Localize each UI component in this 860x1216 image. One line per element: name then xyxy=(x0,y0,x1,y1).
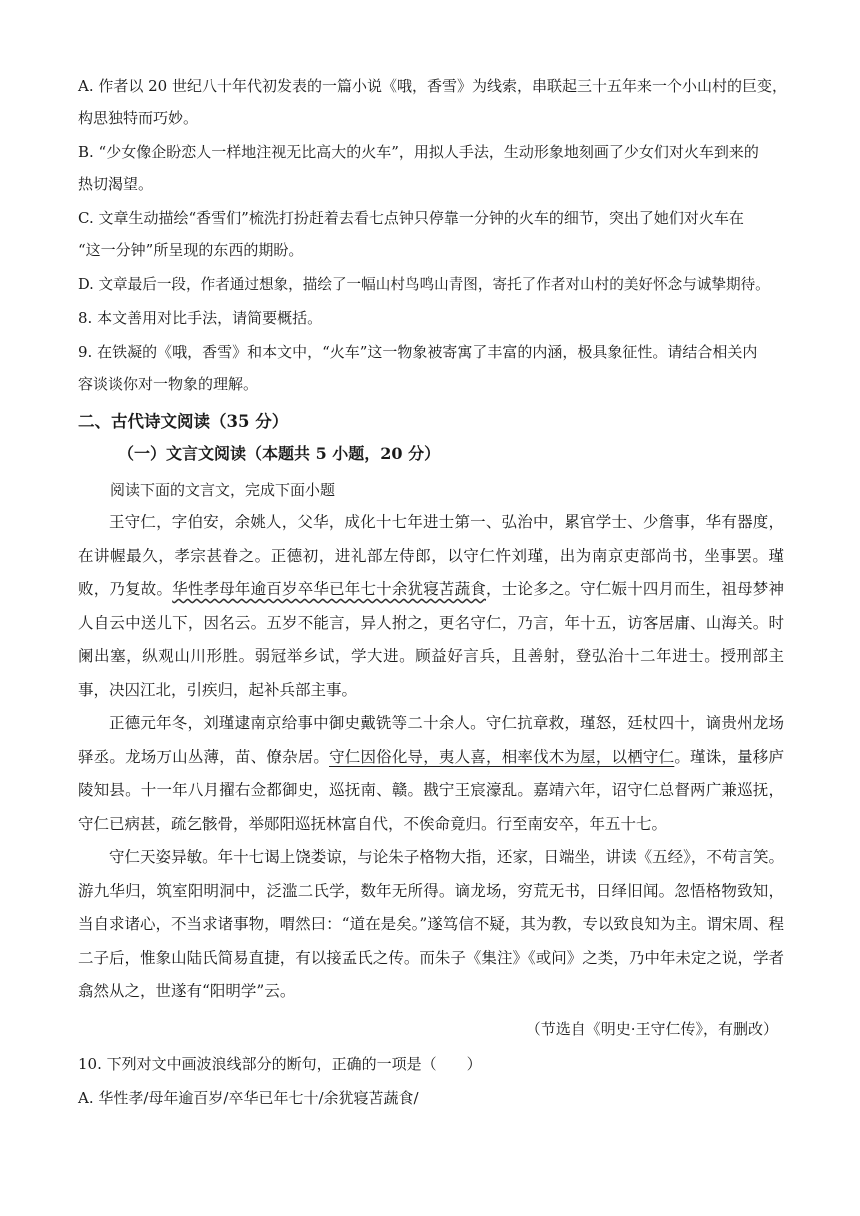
para1-text-before: 王守仁，字伯安，余姚人，父华，成化十七年进士第一、弘治中，累官学士、少詹事，华有器度，在讲幄最久，孝宗甚眷之。正德初，进礼部左侍郎，以守仁忤刘瑾，出为南京吏部尚书，坐事罢。瑾败，乃复故。 xyxy=(78,513,784,598)
question-9 xyxy=(78,336,790,400)
wavy-underlined-sentence: 华性孝母年逾百岁卒华已年七十余犹寝苫蔬食 xyxy=(172,580,486,598)
question-9-line1: 9. 在铁凝的《哦，香雪》和本文中，“火车”这一物象被寄寓了丰富的内涵，极具象征性。请结合相关内 xyxy=(78,343,758,361)
para2-text-after: 。瑾诛，量移庐陵知县。十一年八月擢右佥都御史，巡抚南、赣。戡宁王宸濠乱。嘉靖六年，诏守仁总督两广兼巡抚，守仁已病甚，疏乞骸骨，举郧阳巡抚林富自代，不俟命竟归。行至南安卒，年五十七。 xyxy=(78,747,784,833)
para1-text-after: ，士论多之。守仁娠十四月而生，祖母梦神人自云中送儿下，因名云。五岁不能言，异人拊之，更名守仁，乃言，年十五，访客居庸、山海关。时阑出塞，纵观山川形胜。弱冠举乡试，学大进。顾益好言兵，且善射，登弘治十二年进士。授刑部主事，决囚江北，引疾归，起补兵部主事。 xyxy=(78,580,784,699)
question-9-line2: 容谈谈你对一物象的理解。 xyxy=(78,375,259,393)
option-d xyxy=(78,269,788,301)
option-c xyxy=(78,202,790,266)
option-b-line2: 热切渴望。 xyxy=(78,175,154,193)
option-c-line1: C. 文章生动描绘“香雪们”梳洗打扮赶着去看七点钟只停靠一分钟的火车的细节，突出了她们对火车在 xyxy=(78,209,744,227)
subsection-title: （一）文言文阅读（本题共 5 小题，20 分） xyxy=(118,444,441,463)
source-citation: （节选自《明史·王守仁传》，有删改） xyxy=(525,1020,778,1038)
underlined-sentence: 守仁因俗化导，夷人喜，相率伐木为屋，以栖守仁 xyxy=(329,747,675,766)
option-a-line1: A. 作者以 20 世纪八十年代初发表的一篇小说《哦，香雪》为线索，串联起三十五年来一个小山村的巨变， xyxy=(78,77,787,95)
passage xyxy=(78,506,784,1009)
option-b-line1: B. “少女像企盼恋人一样地注视无比高大的火车”，用拟人手法，生动形象地刻画了少女们对火车到来的 xyxy=(78,143,759,161)
option-a xyxy=(78,70,790,134)
option-c-line2: “这一分钟”所呈现的东西的期盼。 xyxy=(78,241,304,259)
instruction: 阅读下面的文言文，完成下面小题 xyxy=(110,481,336,499)
passage-paragraph-3: 守仁天姿异敏。年十七谒上饶娄谅，与论朱子格物大指，还家，日端坐，讲读《五经》，不苟言笑。游九华归，筑室阳明洞中，泛滥二氏学，数年无所得。谪龙场，穷荒无书，日绎旧闻。忽悟格物致知，当自求诸心，不当求诸事物，喟然曰：“道在是矣。”遂笃信不疑，其为教，专以致良知为主。谓宋周、程二子后，惟象山陆氏简易直捷，有以接孟氏之传。而朱子《集注》《或问》之类，乃中年未定之说，学者翕然从之，世遂有“阳明学”云。 xyxy=(78,848,784,1000)
option-b xyxy=(78,136,790,200)
passage-paragraph-2 xyxy=(78,707,784,841)
question-10: 10. 下列对文中画波浪线部分的断句，正确的一项是（ ） xyxy=(78,1055,482,1073)
question-10-option-a: A. 华性孝/母年逾百岁/卒华已年七十/余犹寝苫蔬食/ xyxy=(78,1089,419,1107)
option-d-line1: D. 文章最后一段，作者通过想象，描绘了一幅山村鸟鸣山青图，寄托了作者对山村的美好怀念与诚挚期待。 xyxy=(78,276,770,293)
section-title: 二、古代诗文阅读（35 分） xyxy=(78,412,289,431)
option-a-line2: 构思独特而巧妙。 xyxy=(78,109,199,127)
question-8: 8. 本文善用对比手法，请简要概括。 xyxy=(78,309,323,327)
para2-text-before: 正德元年冬，刘瑾逮南京给事中御史戴铣等二十余人。守仁抗章救，瑾怒，廷杖四十，谪贵州龙场驿丞。龙场万山丛薄，苗、僚杂居。 xyxy=(78,714,784,766)
passage-paragraph-1 xyxy=(78,506,784,707)
